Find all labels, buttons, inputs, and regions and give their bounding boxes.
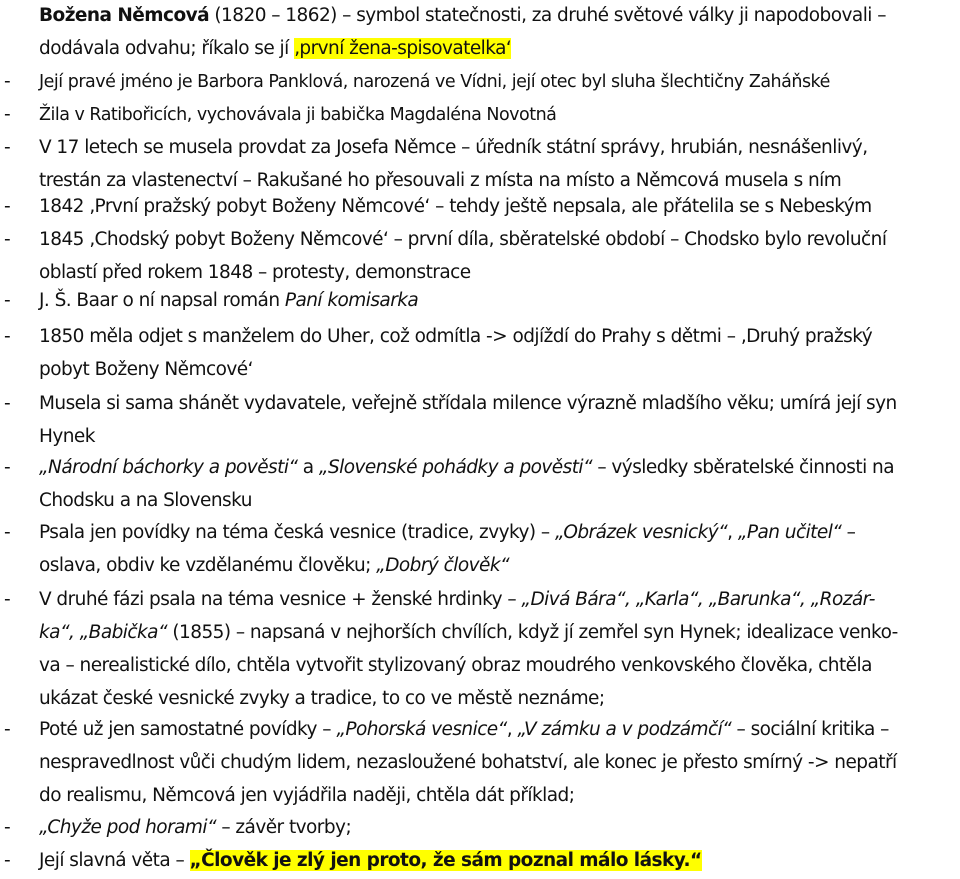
intro-text: dodávala odvahu; říkalo se jí — [39, 38, 295, 59]
book-titles: ka“, „Babička“ — [39, 622, 167, 643]
book-titles: „Divá Bára“, „Karla“, „Barunka“, „Rozár- — [521, 589, 875, 610]
bullet-dash: - — [4, 71, 11, 92]
item-text: – — [841, 522, 856, 543]
book-title: Paní komisarka — [284, 290, 419, 311]
item-line — [39, 517, 855, 550]
item-line — [39, 845, 702, 878]
item-line: oblastí před rokem 1848 – protesty, demonstrace — [39, 262, 471, 283]
item-line: 1842 ‚První pražský pobyt Boženy Němcové‘ – tehdy ještě nepsala, ale přátelila se s Nebeským — [39, 196, 872, 217]
bullet-dash: - — [4, 393, 11, 414]
item-text: – sociální kritika – — [731, 719, 889, 740]
bullet-dash: - — [4, 326, 11, 347]
book-title: „Chyže pod horami“ — [39, 817, 217, 838]
bullet-dash: - — [4, 229, 11, 250]
book-title: „Slovenské pohádky a pověsti“ — [318, 457, 593, 478]
item-line: pobyt Boženy Němcové‘ — [39, 359, 253, 380]
item-line: Její pravé jméno je Barbora Panklová, narozená ve Vídni, její otec byl sluha šlechtičny Zaháňské — [39, 72, 830, 92]
item-line — [39, 452, 894, 485]
item-text: V druhé fázi psala na téma vesnice + ženské hrdinky – — [39, 589, 522, 610]
book-title: „Dobrý člověk“ — [376, 555, 510, 576]
item-text: J. Š. Baar o ní napsal román — [39, 290, 285, 311]
bullet-dash: - — [4, 290, 11, 311]
item-line: Žila v Ratibořicích, vychovávala ji babička Magdaléna Novotná — [39, 105, 557, 125]
item-text: – výsledky sběratelské činnosti na — [592, 457, 894, 478]
highlighted-nickname: ‚první žena-spisovatelka‘ — [294, 38, 512, 59]
item-line: Chodsku a na Slovensku — [39, 490, 252, 511]
item-text: oslava, obdiv ke vzdělanému člověku; — [39, 555, 377, 576]
item-text: Její slavná věta – — [39, 850, 190, 871]
intro-line-1 — [39, 0, 886, 33]
bullet-dash: - — [4, 104, 11, 125]
bullet-dash: - — [4, 137, 11, 158]
item-line: va – nerealistické dílo, chtěla vytvořit stylizovaný obraz moudrého venkovského člověka, chtěla — [39, 655, 872, 676]
author-name: Božena Němcová — [39, 5, 210, 26]
item-text: Psala jen povídky na téma česká vesnice (tradice, zvyky) – — [39, 522, 555, 543]
item-text: , — [506, 719, 518, 740]
book-title: „Pohorská vesnice“ — [336, 719, 507, 740]
bullet-dash: - — [4, 522, 11, 543]
bullet-dash: - — [4, 817, 11, 838]
item-text: a — [297, 457, 319, 478]
item-line: 1850 měla odjet s manželem do Uher, což odmítla -> odjíždí do Prahy s dětmi – ‚Druhý pražský — [39, 326, 873, 347]
bullet-dash: - — [4, 850, 11, 871]
item-text: Poté už jen samostatné povídky – — [39, 719, 337, 740]
item-text: – závěr tvorby; — [216, 817, 352, 838]
item-line: Musela si sama shánět vydavatele, veřejně střídala milence výrazně mladšího věku; umírá její syn — [39, 393, 897, 414]
item-line — [39, 550, 509, 583]
book-title: „Obrázek vesnický“ — [554, 522, 728, 543]
item-line: V 17 letech se musela provdat za Josefa Němce – úředník státní správy, hrubián, nesnášenlivý, — [39, 137, 868, 158]
item-line — [39, 812, 351, 845]
item-line: 1845 ‚Chodský pobyt Boženy Němcové‘ – první díla, sběratelské období – Chodsko bylo revoluční — [39, 229, 887, 250]
intro-line-2 — [39, 33, 511, 66]
bullet-dash: - — [4, 719, 11, 740]
item-line: Hynek — [39, 426, 95, 447]
book-title: „V zámku a v podzámčí“ — [517, 719, 732, 740]
bullet-dash: - — [4, 196, 11, 217]
intro-text: (1820 – 1862) – symbol statečnosti, za druhé světové války ji napodobovali – — [209, 5, 886, 26]
item-line: nespravedlnost vůči chudým lidem, nezasloužené bohatství, ale konec je přesto smírný -> nepatří — [39, 752, 897, 773]
item-text: (1855) – napsaná v nejhorších chvílích, když jí zemřel syn Hynek; idealizace venko- — [167, 622, 898, 643]
item-line: do realismu, Němcová jen vyjádřila naději, chtěla dát příklad; — [39, 785, 575, 806]
item-line: trestán za vlastenectví – Rakušané ho přesouvali z místa na místo a Němcová musela s ním — [39, 170, 842, 191]
item-line — [39, 714, 889, 747]
item-line: ukázat české vesnické zvyky a tradice, to co ve městě neznáme; — [39, 688, 605, 709]
famous-quote: „Člověk je zlý jen proto, že sám poznal málo lásky.“ — [189, 850, 702, 871]
book-title: „Pan učitel“ — [737, 522, 842, 543]
item-line — [39, 285, 418, 318]
bullet-dash: - — [4, 457, 11, 478]
item-line — [39, 617, 898, 650]
item-text: , — [727, 522, 738, 543]
bullet-dash: - — [4, 589, 11, 610]
book-title: „Národní báchorky a pověsti“ — [39, 457, 298, 478]
item-line — [39, 584, 875, 617]
